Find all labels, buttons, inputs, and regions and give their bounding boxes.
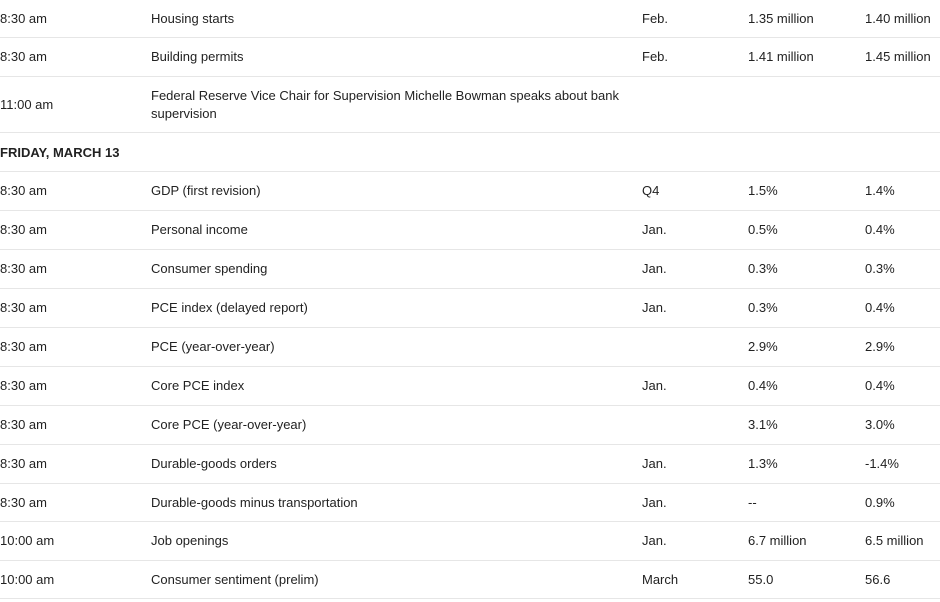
event-cell: Durable-goods minus transportation [151,494,358,510]
actual-cell: 3.1% [748,417,778,432]
forecast-cell: 1.40 million [865,10,931,26]
actual-cell: 0.3% [748,300,778,315]
forecast-cell: 0.4% [865,378,895,393]
forecast-cell: 0.9% [865,494,895,510]
period-cell: Jan. [642,378,667,393]
table-row [0,328,940,367]
forecast-cell: 0.3% [865,261,895,276]
event-cell: PCE (year-over-year) [151,339,275,354]
forecast-cell: 1.4% [865,183,895,198]
event-cell: PCE index (delayed report) [151,300,308,315]
period-cell: Jan. [642,533,667,548]
time-cell: 8:30 am [0,300,47,315]
time-cell: 8:30 am [0,378,47,393]
period-cell [642,328,732,366]
time-cell: 8:30 am [0,339,47,354]
actual-cell: -- [748,494,757,510]
event-cell: Consumer sentiment (prelim) [151,571,319,587]
period-cell: March [642,571,679,587]
forecast-cell: 56.6 [865,571,891,587]
table-row [0,38,940,77]
actual-cell: 55.0 [748,571,774,587]
event-cell: Personal income [151,222,248,237]
forecast-cell: 6.5 million [865,533,924,548]
table-row [0,211,940,250]
forecast-cell: 1.45 million [865,49,931,64]
forecast-cell: 0.4% [865,222,895,237]
table-row [0,445,940,484]
time-cell: 8:30 am [0,417,47,432]
table-row [0,367,940,406]
period-cell: Feb. [642,10,669,26]
actual-cell: 6.7 million [748,533,807,548]
table-row [0,406,940,445]
table-row [0,484,940,522]
actual-cell: 0.4% [748,378,778,393]
actual-cell: 1.41 million [748,49,814,64]
time-cell: 11:00 am [0,96,54,112]
actual-cell: 0.5% [748,222,778,237]
period-cell: Jan. [642,494,667,510]
time-cell: 8:30 am [0,49,47,64]
period-cell: Jan. [642,456,667,471]
period-cell: Jan. [642,222,667,237]
period-cell [642,406,732,444]
time-cell: 8:30 am [0,222,47,237]
section-date-label: FRIDAY, MARCH 13 [0,144,120,160]
event-cell: Housing starts [151,10,235,26]
table-row [0,250,940,289]
actual-cell [748,77,858,132]
event-cell: Core PCE (year-over-year) [151,417,307,432]
event-cell: GDP (first revision) [151,183,261,198]
section-header-row [0,133,940,172]
period-cell: Feb. [642,49,669,64]
actual-cell: 2.9% [748,339,778,354]
forecast-cell: 0.4% [865,300,895,315]
period-cell: Q4 [642,183,660,198]
event-cell: Federal Reserve Vice Chair for Supervision Michelle Bowman speaks about bank supervision [151,87,619,121]
time-cell: 8:30 am [0,494,47,510]
actual-cell: 0.3% [748,261,778,276]
actual-cell: 1.35 million [748,10,814,26]
table-row [0,172,940,211]
forecast-cell: 3.0% [865,417,895,432]
time-cell: 8:30 am [0,456,47,471]
time-cell: 10:00 am [0,533,55,548]
actual-cell: 1.3% [748,456,778,471]
table-row [0,289,940,328]
event-cell: Job openings [151,533,229,548]
time-cell: 8:30 am [0,183,47,198]
time-cell: 8:30 am [0,10,47,26]
forecast-cell [865,77,940,132]
time-cell: 8:30 am [0,261,47,276]
forecast-cell: -1.4% [865,456,899,471]
table-row [0,522,940,561]
forecast-cell: 2.9% [865,339,895,354]
event-cell: Building permits [151,49,244,64]
event-cell: Core PCE index [151,378,245,393]
event-cell: Durable-goods orders [151,456,277,471]
table-row [0,77,940,133]
actual-cell: 1.5% [748,183,778,198]
period-cell: Jan. [642,261,667,276]
table-row [0,0,940,38]
period-cell: Jan. [642,300,667,315]
event-cell: Consumer spending [151,261,268,276]
time-cell: 10:00 am [0,571,55,587]
period-cell [642,77,732,132]
table-row [0,561,940,599]
